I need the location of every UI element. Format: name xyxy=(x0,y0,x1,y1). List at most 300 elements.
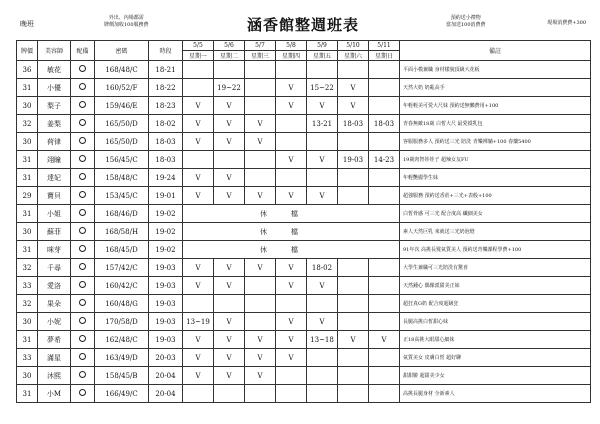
table-row xyxy=(17,331,591,349)
time-cell: 18-03 xyxy=(149,151,183,169)
price-cell: 31 xyxy=(17,151,38,169)
day-cell: V xyxy=(214,259,245,277)
day-cell: V xyxy=(183,259,214,277)
time-cell: 19-02 xyxy=(149,205,183,223)
name-cell: 千尋 xyxy=(38,259,71,277)
day-cell xyxy=(307,295,338,313)
table-row xyxy=(17,151,591,169)
day-cell: V xyxy=(307,97,338,115)
time-cell: 19-02 xyxy=(149,241,183,259)
day-cell: V xyxy=(276,79,307,97)
name-cell: 達妃 xyxy=(38,169,71,187)
name-cell: 夢希 xyxy=(38,331,71,349)
remark-cell: 客服服務多人 預約送三光 陪洗 青樂裸躺+100 春藥5400 xyxy=(400,133,591,151)
day-cell xyxy=(245,295,276,313)
time-cell: 19-03 xyxy=(149,331,183,349)
time-cell: 18-22 xyxy=(149,79,183,97)
remark-cell: 白皙骨感 可三光 配合度高 纖細美女 xyxy=(400,205,591,223)
schedule-body xyxy=(17,61,591,403)
code-cell: 166/49/C xyxy=(95,385,149,403)
name-cell: 滿星 xyxy=(38,349,71,367)
pair-cell xyxy=(71,205,95,223)
left-note-line: 牌價加收100服務費 xyxy=(104,22,149,28)
day-cell: V xyxy=(245,367,276,385)
pair-cell xyxy=(71,97,95,115)
remark-cell: 超強服務 預約送香菸+三光+表般+100 xyxy=(400,187,591,205)
day-cell: 13~18 xyxy=(307,331,338,349)
day-cell: V xyxy=(245,133,276,151)
code-cell: 168/46/D xyxy=(95,205,149,223)
pair-cell xyxy=(71,313,95,331)
price-cell: 30 xyxy=(17,97,38,115)
col-header-weekday: 星期五 xyxy=(307,51,338,61)
code-cell: 153/45/C xyxy=(95,187,149,205)
day-cell xyxy=(245,97,276,115)
day-cell xyxy=(276,385,307,403)
day-cell: V xyxy=(183,277,214,295)
code-cell: 170/58/D xyxy=(95,313,149,331)
col-header-weekday: 星期二 xyxy=(214,51,245,61)
circle-icon xyxy=(79,83,86,90)
price-cell: 31 xyxy=(17,169,38,187)
time-cell: 19-03 xyxy=(149,259,183,277)
code-cell: 158/45/B xyxy=(95,367,149,385)
col-header-time: 時段 xyxy=(149,41,183,61)
day-cell: V xyxy=(307,313,338,331)
day-cell xyxy=(214,295,245,313)
shift-label: 晚班 xyxy=(20,20,34,28)
name-cell: 寶貝 xyxy=(38,187,71,205)
day-cell: V xyxy=(214,133,245,151)
day-cell: V xyxy=(214,349,245,367)
circle-icon xyxy=(79,245,86,252)
time-cell: 19-03 xyxy=(149,295,183,313)
day-cell: 19-03 xyxy=(338,151,369,169)
day-cell: V xyxy=(183,133,214,151)
day-cell xyxy=(307,61,338,79)
pair-cell xyxy=(71,367,95,385)
day-cell xyxy=(369,259,400,277)
remark-cell: 天然鍾心 偶像派甜美正妹 xyxy=(400,277,591,295)
code-cell: 158/48/C xyxy=(95,169,149,187)
name-cell: 小妮 xyxy=(38,313,71,331)
day-cell xyxy=(183,61,214,79)
right-note-line: 預約送小禮物 xyxy=(450,15,481,21)
col-header-code: 密碼 xyxy=(95,41,149,61)
name-cell: 果朵 xyxy=(38,295,71,313)
day-cell xyxy=(276,295,307,313)
pair-cell xyxy=(71,259,95,277)
pair-cell xyxy=(71,349,95,367)
day-cell: V xyxy=(214,115,245,133)
day-cell xyxy=(183,79,214,97)
code-cell: 168/58/H xyxy=(95,223,149,241)
day-cell: V xyxy=(245,187,276,205)
table-row xyxy=(17,61,591,79)
day-cell: V xyxy=(338,331,369,349)
day-cell: 18-03 xyxy=(338,115,369,133)
leave-cell: 休檔 xyxy=(183,241,400,259)
page-title: 涵香館整週班表 xyxy=(246,16,359,34)
circle-icon xyxy=(79,209,86,216)
time-cell: 20-04 xyxy=(149,385,183,403)
remark-cell: 長腿高挑白皙甜心妹 xyxy=(400,313,591,331)
col-header-weekday: 星期一 xyxy=(183,51,214,61)
code-cell: 163/49/D xyxy=(95,349,149,367)
circle-icon xyxy=(79,335,86,342)
remark-cell: 甜甜臉 超甜美少女 xyxy=(400,367,591,385)
remark-cell: 青春無敵18歲 白皙大尺 最愛摸乳包 xyxy=(400,115,591,133)
day-cell xyxy=(338,349,369,367)
col-header-weekday: 星期四 xyxy=(276,51,307,61)
remark-cell: 氣質美女 皮膚白皙 超好聊 xyxy=(400,349,591,367)
day-cell xyxy=(369,385,400,403)
price-cell: 31 xyxy=(17,79,38,97)
name-cell: 蘇菲 xyxy=(38,223,71,241)
pair-cell xyxy=(71,187,95,205)
day-cell: V xyxy=(276,259,307,277)
day-cell: V xyxy=(276,151,307,169)
price-cell: 30 xyxy=(17,313,38,331)
day-cell: 15~22 xyxy=(307,79,338,97)
code-cell: 168/48/C xyxy=(95,61,149,79)
day-cell: V xyxy=(307,151,338,169)
table-row xyxy=(17,187,591,205)
day-cell xyxy=(338,133,369,151)
pair-cell xyxy=(71,385,95,403)
remark-cell: 高挑長腿身材 全新素人 xyxy=(400,385,591,403)
day-cell: V xyxy=(214,187,245,205)
day-cell xyxy=(307,385,338,403)
day-cell xyxy=(369,61,400,79)
table-row xyxy=(17,133,591,151)
remark-cell: 平面小模兼職 身材樣貌頂級大花板 xyxy=(400,61,591,79)
table-row xyxy=(17,367,591,385)
price-cell: 31 xyxy=(17,241,38,259)
remark-cell: 19歲肉智娃娃子 超辣女友FU xyxy=(400,151,591,169)
schedule-sheet xyxy=(16,8,590,403)
table-row xyxy=(17,115,591,133)
name-cell: 翊瞳 xyxy=(38,151,71,169)
day-cell xyxy=(369,79,400,97)
circle-icon xyxy=(79,353,86,360)
col-header-weekday: 星期六 xyxy=(338,51,369,61)
remark-cell: 正18高挑大眼甜心細妹 xyxy=(400,331,591,349)
col-header-date: 5/5 xyxy=(183,41,214,51)
day-cell xyxy=(369,133,400,151)
price-cell: 31 xyxy=(17,205,38,223)
day-cell xyxy=(276,115,307,133)
price-cell: 30 xyxy=(17,223,38,241)
code-cell: 160/42/C xyxy=(95,277,149,295)
day-cell xyxy=(338,61,369,79)
day-cell xyxy=(369,295,400,313)
col-header-date: 5/11 xyxy=(369,41,400,51)
day-cell xyxy=(183,295,214,313)
day-cell: V xyxy=(183,349,214,367)
right-note-line: 當加送100消費費 xyxy=(446,22,486,28)
price-cell: 33 xyxy=(17,277,38,295)
code-cell: 159/46/E xyxy=(95,97,149,115)
day-cell: V xyxy=(183,187,214,205)
code-cell: 162/48/C xyxy=(95,331,149,349)
day-cell xyxy=(214,151,245,169)
pair-cell xyxy=(71,115,95,133)
day-cell: V xyxy=(276,349,307,367)
day-cell xyxy=(245,61,276,79)
left-note-line: 外出、內場都需 xyxy=(108,15,144,21)
col-header-weekday: 星期三 xyxy=(245,51,276,61)
col-header-date: 5/7 xyxy=(245,41,276,51)
code-cell: 160/52/F xyxy=(95,79,149,97)
day-cell: V xyxy=(214,97,245,115)
table-row xyxy=(17,241,591,259)
day-cell: V xyxy=(214,313,245,331)
time-cell: 20-04 xyxy=(149,367,183,385)
day-cell xyxy=(369,169,400,187)
circle-icon xyxy=(79,191,86,198)
pair-cell xyxy=(71,241,95,259)
day-cell xyxy=(307,367,338,385)
remark-cell: 超狂真G奶 配合度超級狂 xyxy=(400,295,591,313)
circle-icon xyxy=(79,299,86,306)
day-cell: V xyxy=(369,331,400,349)
name-cell: 梨子 xyxy=(38,97,71,115)
circle-icon xyxy=(79,101,86,108)
name-cell: 愛洛 xyxy=(38,277,71,295)
pair-cell xyxy=(71,79,95,97)
day-cell xyxy=(245,79,276,97)
table-row xyxy=(17,205,591,223)
pair-cell xyxy=(71,169,95,187)
day-cell: V xyxy=(214,169,245,187)
day-cell xyxy=(245,277,276,295)
day-cell xyxy=(245,169,276,187)
day-cell xyxy=(369,313,400,331)
day-cell: 14-23 xyxy=(369,151,400,169)
remark-cell: 素人天然巨乳 來就送三光奶泡燈 xyxy=(400,223,591,241)
pair-cell xyxy=(71,61,95,79)
day-cell: 13~19 xyxy=(183,313,214,331)
day-cell xyxy=(214,61,245,79)
day-cell xyxy=(245,313,276,331)
price-cell: 31 xyxy=(17,385,38,403)
day-cell: V xyxy=(338,79,369,97)
table-row xyxy=(17,313,591,331)
day-cell xyxy=(183,151,214,169)
day-cell: V xyxy=(276,187,307,205)
circle-icon xyxy=(79,281,86,288)
time-cell: 18-03 xyxy=(149,133,183,151)
schedule-table xyxy=(16,40,591,403)
col-header-price: 牌價 xyxy=(17,41,38,61)
price-cell: 32 xyxy=(17,115,38,133)
day-cell: V xyxy=(183,97,214,115)
day-cell xyxy=(276,61,307,79)
col-header-remark: 備註 xyxy=(400,41,591,61)
day-cell: V xyxy=(276,331,307,349)
table-row xyxy=(17,169,591,187)
name-cell: 敏花 xyxy=(38,61,71,79)
name-cell: 姜梨 xyxy=(38,115,71,133)
day-cell: V xyxy=(276,313,307,331)
day-cell xyxy=(369,367,400,385)
circle-icon xyxy=(79,155,86,162)
day-cell: V xyxy=(307,277,338,295)
name-cell: 小M xyxy=(38,385,71,403)
col-header-weekday: 星期日 xyxy=(369,51,400,61)
day-cell xyxy=(307,133,338,151)
day-cell xyxy=(214,385,245,403)
remark-cell: 大學生兼職可三光陪洗有驚喜 xyxy=(400,259,591,277)
time-cell: 19-03 xyxy=(149,313,183,331)
name-cell: 咪芽 xyxy=(38,241,71,259)
day-cell: V xyxy=(214,367,245,385)
circle-icon xyxy=(79,317,86,324)
day-cell: V xyxy=(245,349,276,367)
table-row xyxy=(17,349,591,367)
circle-icon xyxy=(79,263,86,270)
day-cell xyxy=(338,277,369,295)
col-header-pair: 配備 xyxy=(71,41,95,61)
time-cell: 18-23 xyxy=(149,97,183,115)
day-cell xyxy=(338,385,369,403)
day-cell xyxy=(307,169,338,187)
table-header xyxy=(17,41,591,61)
day-cell: 18-02 xyxy=(307,259,338,277)
table-row xyxy=(17,277,591,295)
table-row xyxy=(17,223,591,241)
day-cell: V xyxy=(183,115,214,133)
day-cell: V xyxy=(214,277,245,295)
day-cell xyxy=(245,151,276,169)
time-cell: 19-02 xyxy=(149,223,183,241)
time-cell: 19-03 xyxy=(149,277,183,295)
day-cell: V xyxy=(276,97,307,115)
remark-cell: 年輕輕美可愛大尺妹 預約送無懶費用+100 xyxy=(400,97,591,115)
pair-cell xyxy=(71,331,95,349)
day-cell: V xyxy=(245,331,276,349)
day-cell xyxy=(276,169,307,187)
pair-cell xyxy=(71,295,95,313)
table-row xyxy=(17,295,591,313)
code-cell: 168/45/D xyxy=(95,241,149,259)
day-cell: V xyxy=(338,97,369,115)
name-cell: 荷律 xyxy=(38,133,71,151)
day-cell: V xyxy=(183,331,214,349)
name-cell: 沐熙 xyxy=(38,367,71,385)
onsite-fee-note: 現場消費費+300 xyxy=(547,20,586,26)
col-header-date: 5/10 xyxy=(338,41,369,51)
day-cell xyxy=(369,349,400,367)
remark-cell: 91年次 高挑長髮氣質美人 預約送青樂課程學費+100 xyxy=(400,241,591,259)
leave-cell: 休檔 xyxy=(183,223,400,241)
time-cell: 18-02 xyxy=(149,115,183,133)
name-cell: 小優 xyxy=(38,79,71,97)
day-cell xyxy=(307,349,338,367)
day-cell: V xyxy=(183,367,214,385)
sheet-header xyxy=(16,8,590,40)
day-cell xyxy=(338,187,369,205)
circle-icon xyxy=(79,137,86,144)
price-cell: 31 xyxy=(17,331,38,349)
day-cell xyxy=(338,259,369,277)
price-cell: 36 xyxy=(17,61,38,79)
price-cell: 29 xyxy=(17,187,38,205)
time-cell: 19-01 xyxy=(149,187,183,205)
table-row xyxy=(17,79,591,97)
price-cell: 33 xyxy=(17,349,38,367)
time-cell: 20-03 xyxy=(149,349,183,367)
right-notes xyxy=(446,15,486,29)
price-cell: 30 xyxy=(17,133,38,151)
pair-cell xyxy=(71,223,95,241)
col-header-date: 5/6 xyxy=(214,41,245,51)
circle-icon xyxy=(79,173,86,180)
day-cell xyxy=(369,97,400,115)
circle-icon xyxy=(79,65,86,72)
day-cell: V xyxy=(276,277,307,295)
day-cell: V xyxy=(183,169,214,187)
day-cell: V xyxy=(214,331,245,349)
day-cell: 18-03 xyxy=(369,115,400,133)
price-cell: 30 xyxy=(17,367,38,385)
remark-cell: 年輕艷麗學生妹 xyxy=(400,169,591,187)
day-cell xyxy=(276,367,307,385)
table-row xyxy=(17,259,591,277)
code-cell: 165/50/D xyxy=(95,115,149,133)
code-cell: 165/50/D xyxy=(95,133,149,151)
day-cell xyxy=(183,385,214,403)
circle-icon xyxy=(79,227,86,234)
table-row xyxy=(17,97,591,115)
day-cell xyxy=(338,313,369,331)
pair-cell xyxy=(71,277,95,295)
leave-cell: 休檔 xyxy=(183,205,400,223)
circle-icon xyxy=(79,119,86,126)
day-cell: 19~22 xyxy=(214,79,245,97)
code-cell: 160/48/G xyxy=(95,295,149,313)
circle-icon xyxy=(79,389,86,396)
col-header-name: 美容師 xyxy=(38,41,71,61)
day-cell xyxy=(245,385,276,403)
circle-icon xyxy=(79,371,86,378)
day-cell: V xyxy=(245,115,276,133)
day-cell xyxy=(338,169,369,187)
remark-cell: 天然大奶 奶亂高手 xyxy=(400,79,591,97)
pair-cell xyxy=(71,151,95,169)
day-cell xyxy=(276,133,307,151)
day-cell: V xyxy=(307,187,338,205)
day-cell xyxy=(369,277,400,295)
day-cell: V xyxy=(245,259,276,277)
price-cell: 32 xyxy=(17,259,38,277)
time-cell: 18-21 xyxy=(149,61,183,79)
day-cell xyxy=(338,367,369,385)
day-cell: 13-21 xyxy=(307,115,338,133)
code-cell: 157/42/C xyxy=(95,259,149,277)
col-header-date: 5/9 xyxy=(307,41,338,51)
table-row xyxy=(17,385,591,403)
name-cell: 小姐 xyxy=(38,205,71,223)
time-cell: 19-24 xyxy=(149,169,183,187)
code-cell: 156/45/C xyxy=(95,151,149,169)
price-cell: 32 xyxy=(17,295,38,313)
col-header-date: 5/8 xyxy=(276,41,307,51)
header-row-dates xyxy=(17,41,591,51)
day-cell xyxy=(369,187,400,205)
day-cell xyxy=(338,295,369,313)
